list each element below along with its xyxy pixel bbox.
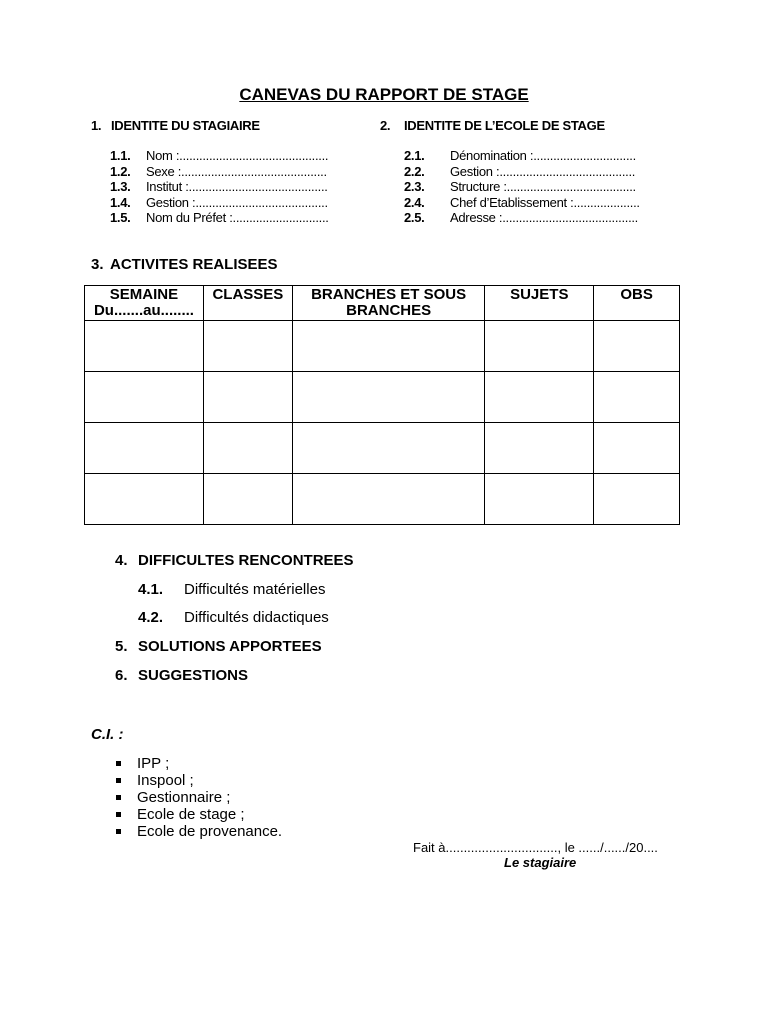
section-number: 4. bbox=[115, 552, 128, 569]
section-number: 6. bbox=[115, 667, 128, 684]
item-number: 1.5. bbox=[110, 210, 131, 226]
section-number: 1. bbox=[91, 118, 102, 133]
item-text: Nom :............................................. bbox=[146, 148, 329, 163]
table-cell[interactable] bbox=[594, 474, 680, 525]
section-title: SUGGESTIONS bbox=[138, 667, 249, 684]
section-title: IDENTITE DU STAGIAIRE bbox=[111, 118, 260, 133]
item-text: Dénomination :............................... bbox=[450, 148, 636, 163]
item-text: Gestion :......................................... bbox=[450, 163, 636, 179]
subsection-4-1 bbox=[138, 581, 325, 598]
section-1-heading bbox=[91, 118, 260, 133]
item-number: 4.1. bbox=[138, 581, 164, 598]
section-number: 2. bbox=[380, 118, 391, 133]
table-row bbox=[85, 321, 680, 372]
item-number: 2.1. bbox=[404, 148, 425, 163]
item-number: 2.3. bbox=[404, 179, 425, 195]
list-item bbox=[110, 195, 329, 211]
item-number: 2.2. bbox=[404, 163, 425, 179]
column-header-subjects: SUJETS bbox=[485, 286, 594, 321]
student-identity-list bbox=[110, 148, 329, 226]
school-identity-list bbox=[404, 148, 640, 226]
table-cell[interactable] bbox=[292, 321, 485, 372]
bullet-icon bbox=[116, 761, 121, 766]
table-cell[interactable] bbox=[485, 423, 594, 474]
item-number: 4.2. bbox=[138, 609, 164, 626]
list-item bbox=[404, 164, 640, 180]
signer-label: Le stagiaire bbox=[504, 855, 577, 870]
item-number: 1.3. bbox=[110, 179, 131, 195]
item-text: Difficultés didactiques bbox=[184, 609, 329, 626]
bullet-icon bbox=[116, 795, 121, 800]
section-5-heading bbox=[115, 638, 322, 655]
table-cell[interactable] bbox=[485, 474, 594, 525]
table-cell[interactable] bbox=[203, 423, 292, 474]
item-number: 2.5. bbox=[404, 210, 425, 226]
list-item: Ecole de stage ; bbox=[115, 806, 282, 823]
list-item bbox=[404, 195, 640, 211]
document-title: CANEVAS DU RAPPORT DE STAGE bbox=[239, 85, 529, 104]
item-number: 2.4. bbox=[404, 194, 425, 210]
item-text: Structure :....................................... bbox=[450, 179, 636, 195]
list-item bbox=[110, 148, 329, 164]
table-cell[interactable] bbox=[85, 423, 204, 474]
section-3-heading bbox=[91, 256, 278, 273]
copy-to-list bbox=[115, 755, 282, 840]
table-cell[interactable] bbox=[203, 474, 292, 525]
table-cell[interactable] bbox=[594, 321, 680, 372]
place-date-line: Fait à..............................., le ....../....../20.... bbox=[413, 840, 658, 855]
activities-table bbox=[84, 285, 680, 525]
section-2-heading bbox=[380, 118, 605, 133]
column-header-week: SEMAINE Du.......au........ bbox=[85, 286, 204, 321]
section-number: 5. bbox=[115, 638, 128, 655]
table-row bbox=[85, 474, 680, 525]
list-item: Inspool ; bbox=[115, 772, 282, 789]
section-title: ACTIVITES REALISEES bbox=[110, 256, 278, 273]
list-item bbox=[404, 210, 640, 226]
item-number: 1.4. bbox=[110, 194, 131, 210]
copy-to-label: C.I. : bbox=[91, 726, 124, 743]
table-cell[interactable] bbox=[85, 321, 204, 372]
list-item bbox=[110, 179, 329, 195]
column-header-branches: BRANCHES ET SOUS BRANCHES bbox=[292, 286, 485, 321]
bullet-icon bbox=[116, 812, 121, 817]
item-text: Sexe :............................................ bbox=[146, 163, 327, 179]
list-item: IPP ; bbox=[115, 755, 282, 772]
table-row bbox=[85, 372, 680, 423]
item-number: 1.1. bbox=[110, 148, 131, 163]
section-4-heading bbox=[115, 552, 354, 569]
table-cell[interactable] bbox=[485, 321, 594, 372]
list-item: Ecole de provenance. bbox=[115, 823, 282, 840]
table-cell[interactable] bbox=[292, 423, 485, 474]
section-title: DIFFICULTES RENCONTREES bbox=[138, 552, 354, 569]
column-header-obs: OBS bbox=[594, 286, 680, 321]
bullet-icon bbox=[116, 778, 121, 783]
item-text: Gestion :........................................ bbox=[146, 194, 328, 210]
table-cell[interactable] bbox=[594, 372, 680, 423]
list-item bbox=[404, 179, 640, 195]
bullet-icon bbox=[116, 829, 121, 834]
section-6-heading bbox=[115, 667, 248, 684]
table-cell[interactable] bbox=[485, 372, 594, 423]
table-cell[interactable] bbox=[85, 372, 204, 423]
table-cell[interactable] bbox=[292, 474, 485, 525]
table-cell[interactable] bbox=[85, 474, 204, 525]
list-item bbox=[404, 148, 640, 164]
table-row bbox=[85, 423, 680, 474]
item-text: Institut :.......................................... bbox=[146, 179, 328, 195]
item-number: 1.2. bbox=[110, 163, 131, 179]
table-cell[interactable] bbox=[203, 321, 292, 372]
item-text: Chef d’Etablissement :.................... bbox=[450, 194, 640, 210]
list-item bbox=[110, 210, 329, 226]
item-text: Adresse :......................................... bbox=[450, 210, 638, 226]
column-header-classes: CLASSES bbox=[203, 286, 292, 321]
table-cell[interactable] bbox=[203, 372, 292, 423]
item-text: Nom du Préfet :............................. bbox=[146, 210, 329, 226]
table-header-row bbox=[85, 286, 680, 321]
table-cell[interactable] bbox=[292, 372, 485, 423]
section-title: SOLUTIONS APPORTEES bbox=[138, 638, 322, 655]
list-item bbox=[110, 164, 329, 180]
section-number: 3. bbox=[91, 256, 104, 273]
subsection-4-2 bbox=[138, 609, 329, 626]
list-item: Gestionnaire ; bbox=[115, 789, 282, 806]
item-text: Difficultés matérielles bbox=[184, 581, 326, 598]
section-title: IDENTITE DE L’ECOLE DE STAGE bbox=[404, 118, 605, 133]
table-cell[interactable] bbox=[594, 423, 680, 474]
